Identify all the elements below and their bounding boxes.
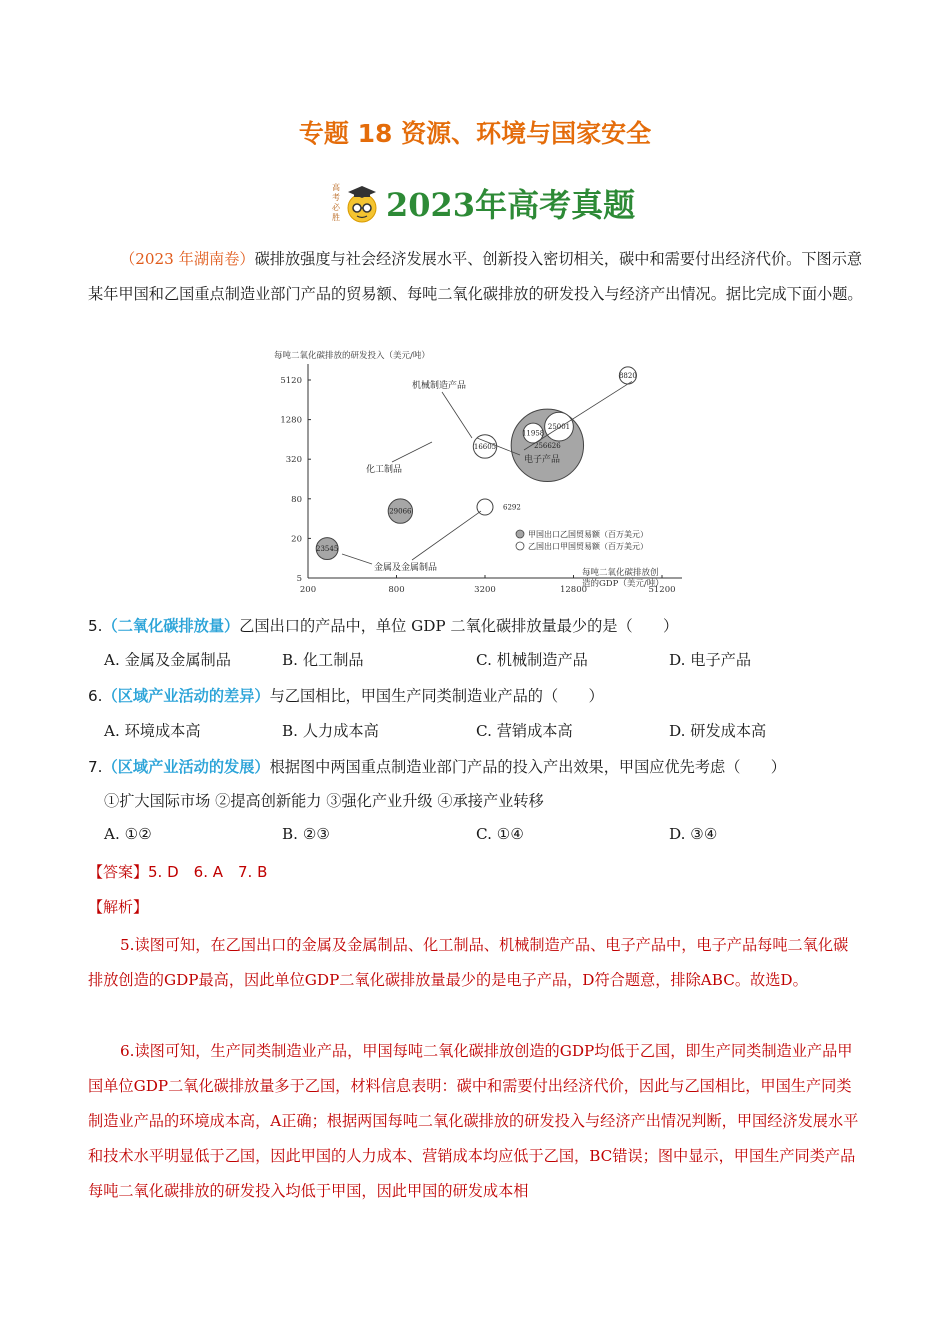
option-d[interactable]: D. 研发成本高	[669, 722, 767, 740]
option-b[interactable]: B. ②③	[282, 825, 331, 843]
y-tick-label: 320	[285, 455, 302, 466]
x-tick-label: 800	[388, 585, 405, 595]
option-a[interactable]: A. ①②	[104, 825, 152, 843]
question-5	[88, 614, 678, 638]
bubble-label: 25001	[547, 423, 571, 432]
option-a[interactable]: A. 金属及金属制品	[104, 651, 231, 669]
y-tick-label: 5	[296, 574, 302, 584]
question-7-choices: ①扩大国际市场 ②提高创新能力 ③强化产业升级 ④承接产业转移	[104, 792, 544, 810]
x-axis-label: 每吨二氧化碳排放创	[582, 568, 659, 578]
bubble-label: 16605	[473, 442, 497, 451]
annotation-leader	[412, 511, 481, 560]
question-tag: （区域产业活动的发展）	[102, 758, 270, 776]
question-tag: （二氧化碳排放量）	[102, 617, 240, 635]
bubble-chart	[262, 350, 692, 600]
intro-paragraph	[88, 242, 863, 312]
question-number: 6.	[88, 687, 103, 705]
y-tick-label: 80	[291, 494, 302, 505]
svg-text:胜: 胜	[332, 213, 340, 222]
bubble-label: 29066	[389, 507, 412, 516]
annotation-label: 电子产品	[524, 455, 561, 465]
mascot-logo-icon	[330, 178, 382, 228]
question-stem: 与乙国相比，甲国生产同类制造业产品的（ ）	[269, 687, 604, 705]
option-c[interactable]: C. 机械制造产品	[476, 651, 588, 669]
intro-body: 碳排放强度与社会经济发展水平、创新投入密切相关，碳中和需要付出经济代价。下图示意某年甲国和乙国重点制造业部门产品的贸易额、每吨二氧化碳排放的研发投入与经济产出情况。据比完成下面小题。	[88, 250, 863, 303]
legend-marker	[516, 542, 524, 550]
explanation-6: 6.读图可知，生产同类制造业产品，甲国每吨二氧化碳排放创造的GDP均低于乙国，即生产同类制造业产品甲国单位GDP二氧化碳排放量多于乙国，材料信息表明：碳中和需要付出经济代价，因此与乙国相比，甲国生产同类制造业产品的环境成本高，A正确；根据两国每吨二氧化碳排放的研发投入与经济产出情况判断，甲国经济发展水平和技术水平明显低于乙国，因此甲国的人力成本、营销成本均应低于乙国，BC错误；图中显示，甲国生产同类产品每吨二氧化碳排放的研发投入均低于甲国，因此甲国的研发成本相	[88, 1042, 859, 1200]
question-stem: 根据图中两国重点制造业部门产品的投入产出效果，甲国应优先考虑（ ）	[269, 758, 786, 776]
question-tag: （区域产业活动的差异）	[102, 687, 270, 705]
answer-line	[88, 861, 267, 882]
question-6	[88, 684, 604, 708]
annotation-leader	[342, 554, 372, 564]
answer-text: 5. D 6. A 7. B	[148, 863, 268, 881]
annotation-label: 化工制品	[366, 465, 403, 475]
question-stem: 乙国出口的产品中，单位 GDP 二氧化碳排放量最少的是（ ）	[239, 617, 679, 635]
bubble-label: 256626	[533, 441, 561, 450]
bubble-label: 6292	[503, 503, 521, 512]
svg-text:考: 考	[332, 193, 340, 202]
banner	[330, 178, 635, 228]
option-d[interactable]: D. ③④	[669, 825, 718, 843]
option-d[interactable]: D. 电子产品	[669, 651, 752, 669]
annotation-leader	[442, 392, 472, 438]
svg-text:高: 高	[332, 183, 340, 192]
y-tick-label: 5120	[280, 376, 302, 386]
svg-text:必: 必	[332, 203, 340, 212]
answer-label: 【答案】	[88, 863, 149, 881]
x-tick-label: 51200	[648, 585, 676, 595]
bubble-label: 11958	[521, 429, 545, 438]
question-number: 5.	[88, 617, 103, 635]
source-label: （2023 年湖南卷）	[120, 250, 255, 268]
x-tick-label: 3200	[474, 585, 496, 595]
question-number: 7.	[88, 758, 103, 776]
option-b[interactable]: B. 人力成本高	[282, 722, 379, 740]
annotation-leader	[392, 442, 432, 462]
y-tick-label: 1280	[280, 415, 302, 426]
x-tick-label: 200	[299, 585, 317, 595]
bubble-label: 23545	[316, 545, 339, 554]
bubble-label: 8820	[618, 371, 637, 380]
page-title: 专题 18 资源、环境与国家安全	[298, 119, 652, 148]
annotation-label: 金属及金属制品	[374, 563, 438, 573]
x-tick-label: 12800	[559, 585, 588, 595]
option-c[interactable]: C. 营销成本高	[476, 722, 573, 740]
option-a[interactable]: A. 环境成本高	[104, 722, 201, 740]
annotation-label: 机械制造产品	[412, 381, 467, 391]
legend-marker	[516, 530, 524, 538]
analysis-label: 【解析】	[88, 898, 149, 916]
banner-title: 2023年高考真题	[386, 186, 636, 224]
y-tick-label: 20	[291, 534, 302, 545]
legend-label: 甲国出口乙国贸易额（百万美元）	[528, 530, 648, 539]
option-b[interactable]: B. 化工制品	[282, 651, 364, 669]
y-axis-label: 每吨二氧化碳排放的研发投入（美元/吨）	[274, 351, 430, 361]
x-axis-label: 造的GDP（美元/吨）	[582, 579, 664, 589]
question-7	[88, 755, 786, 779]
legend-label: 乙国出口甲国贸易额（百万美元）	[528, 542, 648, 551]
explanation-5: 5.读图可知，在乙国出口的金属及金属制品、化工制品、机械制造产品、电子产品中，电子产品每吨二氧化碳排放创造的GDP最高，因此单位GDP二氧化碳排放量最少的是电子产品，D符合题意，排除ABC。故选D。	[88, 936, 849, 989]
option-c[interactable]: C. ①④	[476, 825, 524, 843]
